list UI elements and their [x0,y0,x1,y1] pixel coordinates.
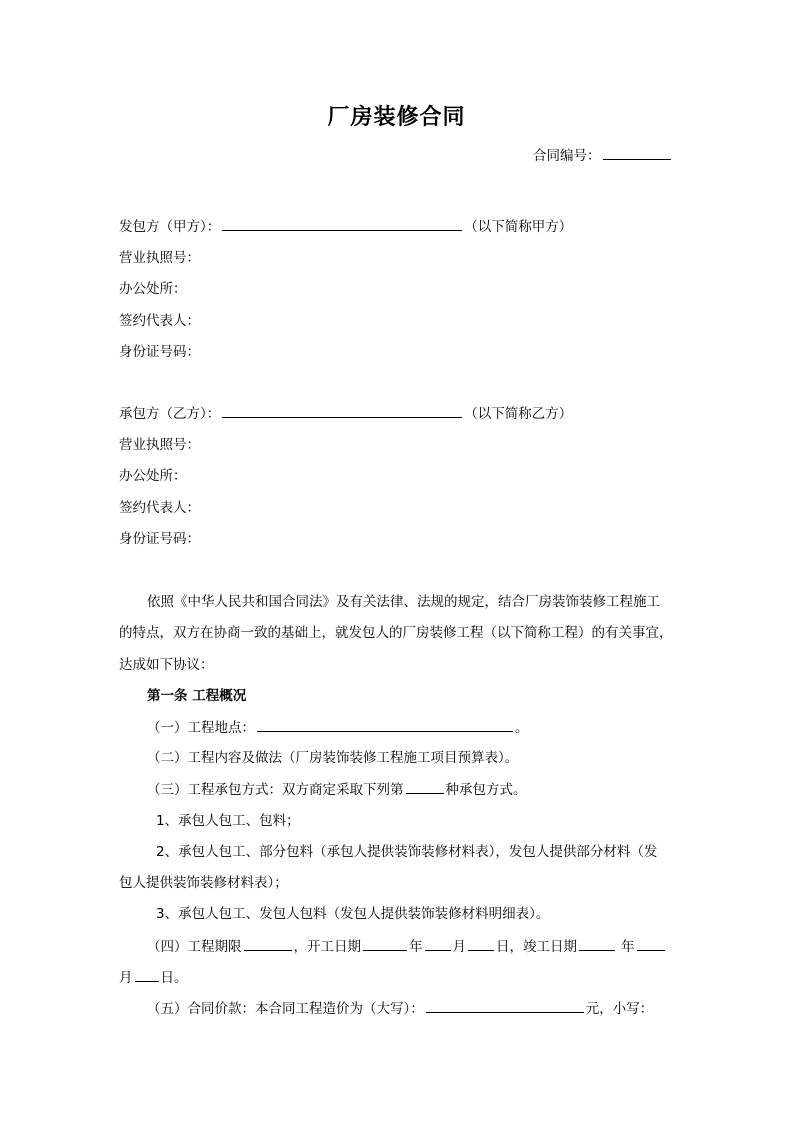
duration-blank[interactable] [244,936,292,951]
item-5-suffix: 元，小写： [585,1001,654,1017]
intro-line-3: 达成如下协议： [119,657,214,673]
item-2: （二）工程内容及做法（厂房装饰装修工程施工项目预算表）。 [147,750,519,766]
item-3-suffix: 种承包方式。 [445,782,527,798]
item-4-label: （四）工程期限 [147,939,242,955]
party-a-id: 身份证号码： [119,344,200,360]
party-b-license: 营业执照号： [119,437,200,453]
option-2-line-2: 包人提供装饰装修材料表）； [119,875,288,891]
end-month-blank[interactable] [637,936,665,951]
party-b-row [119,403,572,424]
contract-method-blank[interactable] [406,779,444,794]
party-a-representative: 签约代表人： [119,313,200,329]
party-a-license: 营业执照号： [119,250,200,266]
start-month-blank[interactable] [425,936,451,951]
party-b-label: 承包方（乙方）： [119,406,221,422]
end-date-label: 日，竣工日期 [496,939,577,955]
party-a-name-blank[interactable] [222,216,462,231]
option-2-line-1: 2、承包人包工、部分包料（承包人提供装饰装修材料表），发包人提供部分材料（发 [156,844,658,860]
party-b-representative: 签约代表人： [119,500,200,516]
end-day-unit: 日。 [160,970,188,986]
item-4-row [147,936,667,957]
contract-number-blank[interactable] [603,145,671,160]
party-b-id: 身份证号码： [119,531,200,547]
item-3-row [147,779,527,800]
item-5-row [147,998,653,1019]
contract-number-row [533,145,673,166]
article-1-heading: 第一条 工程概况 [147,688,247,704]
item-1-label: （一）工程地点： [147,720,255,736]
page-title: 厂房装修合同 [327,105,466,130]
start-year-blank[interactable] [363,936,407,951]
intro-line-2: 的特点，双方在协商一致的基础上，就发包人的厂房装修工程（以下简称工程）的有关事宜， [119,625,673,641]
intro-line-1: 依照《中华人民共和国合同法》及有关法律、法规的规定，结合厂房装饰装修工程施工 [147,594,660,610]
option-3: 3、承包人包工、发包人包料（发包人提供装饰装修材料明细表）。 [156,906,550,922]
item-4-row-2 [119,967,188,988]
end-year-unit: 年 [621,939,635,955]
start-day-blank[interactable] [468,936,494,951]
party-a-suffix: （以下简称甲方） [464,219,573,235]
party-a-office: 办公处所： [119,281,187,297]
price-uppercase-blank[interactable] [426,998,584,1013]
party-a-label: 发包方（甲方）： [119,219,221,235]
end-month-unit: 月 [119,970,133,986]
contract-number-label: 合同编号： [533,148,601,164]
option-1: 1、承包人包工、包料； [156,813,300,829]
end-year-blank[interactable] [579,936,615,951]
start-month-unit: 月 [452,939,466,955]
project-location-blank[interactable] [257,717,513,732]
party-b-name-blank[interactable] [222,403,462,418]
end-day-blank[interactable] [135,967,159,982]
item-3-label: （三）工程承包方式：双方商定采取下列第 [147,782,404,798]
party-b-office: 办公处所： [119,468,187,484]
item-5-label: （五）合同价款：本合同工程造价为（大写）： [147,1001,424,1017]
party-a-row [119,216,572,237]
item-1-end: 。 [515,720,529,736]
item-1-row [147,717,529,738]
start-date-label: ，开工日期 [293,939,361,955]
start-year-unit: 年 [409,939,423,955]
party-b-suffix: （以下简称乙方） [464,406,573,422]
